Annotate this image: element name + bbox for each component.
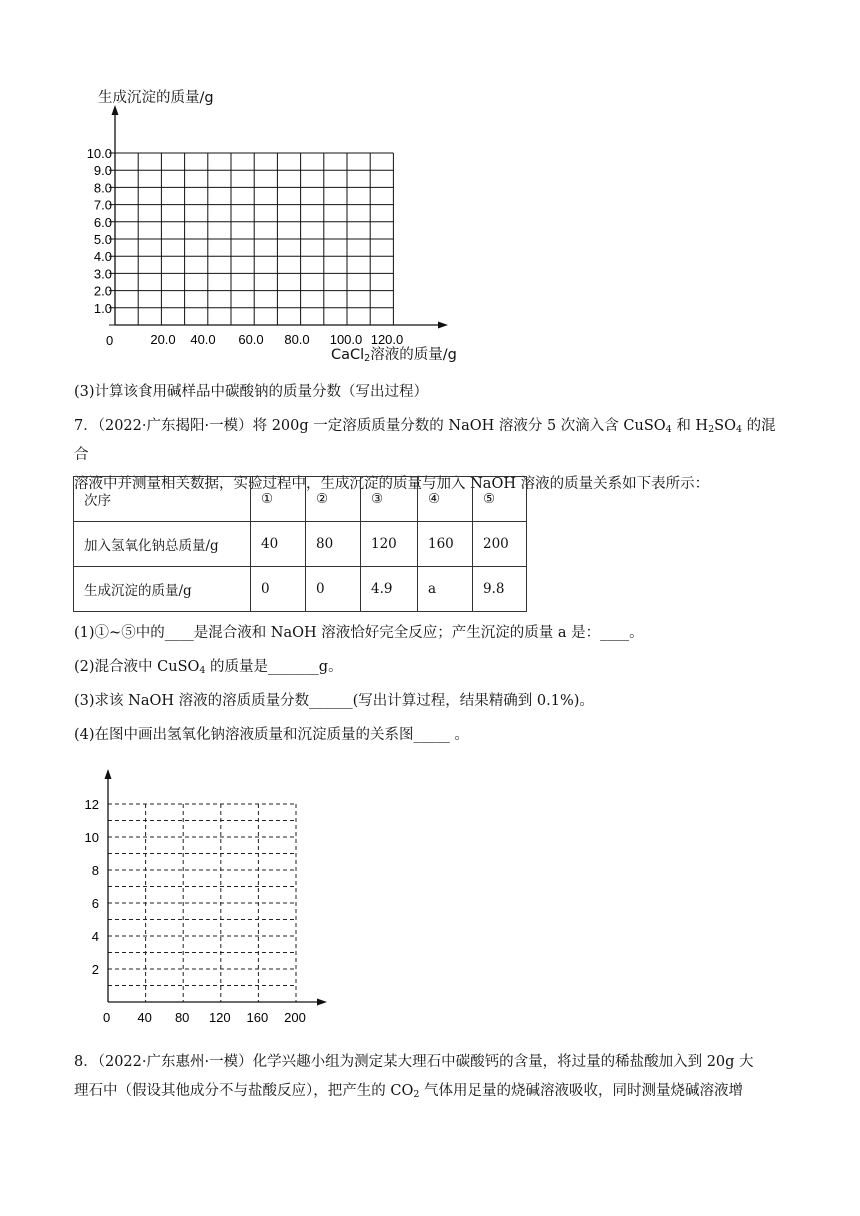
y-tick-label: 6 — [91, 896, 99, 911]
table-cell: 生成沉淀的质量/g — [74, 567, 251, 612]
graph-2-x-tick-labels — [137, 1010, 305, 1025]
table-cell: 40 — [251, 522, 306, 567]
table-cell: 0 — [251, 567, 306, 612]
y-tick-label: 10 — [85, 830, 99, 845]
y-tick-label: 8 — [91, 863, 99, 878]
graph-1-y-tick-labels — [87, 146, 112, 316]
y-tick-label: 4 — [91, 929, 99, 944]
table-cell: 120 — [361, 522, 418, 567]
table-cell: 0 — [306, 567, 361, 612]
y-tick-label: 9.0 — [93, 163, 112, 179]
table-cell: 加入氢氧化钠总质量/g — [74, 522, 251, 567]
graph-2-origin: 0 — [103, 1010, 111, 1025]
x-tick-label: 20.0 — [150, 332, 176, 347]
x-tick-label: 120.0 — [370, 332, 404, 347]
graph-1 — [70, 85, 490, 375]
graph-1-axes — [112, 105, 449, 329]
table-cell: ③ — [361, 477, 418, 522]
x-tick-label: 160 — [246, 1010, 269, 1025]
y-tick-label: 8.0 — [93, 180, 112, 196]
x-tick-label: 80 — [174, 1010, 190, 1025]
graph-2-y-tick-labels — [85, 797, 99, 977]
x-tick-label: 40.0 — [190, 332, 216, 347]
table-cell: ② — [306, 477, 361, 522]
table-row — [74, 522, 527, 567]
x-tick-label: 100.0 — [329, 332, 363, 347]
table-cell: 次序 — [74, 477, 251, 522]
q7-data-table — [73, 476, 527, 612]
table-cell: ④ — [418, 477, 473, 522]
y-tick-label: 6.0 — [93, 214, 112, 230]
table-cell: 4.9 — [361, 567, 418, 612]
table-cell: ⑤ — [473, 477, 527, 522]
y-tick-label: 5.0 — [93, 232, 112, 247]
table-cell: 160 — [418, 522, 473, 567]
graph-2-grid — [108, 804, 296, 1002]
x-tick-label: 80.0 — [284, 332, 310, 347]
y-tick-label: 2.0 — [93, 283, 112, 299]
graph-1-x-axis-label: CaCl$_2$溶液的质量/g — [331, 347, 457, 364]
q7-sub3: (3)求该 NaOH 溶液的溶质质量分数______(写出计算过程，结果精确到 0.1%)。 — [74, 693, 594, 709]
q8-text: 8．（2022·广东惠州·一模）化学兴趣小组为测定某大理石中碳酸钙的含量，将过量的稀盐酸加入到 20g 大 理石中（假设其他成分不与盐酸反应），把产生的 $CO_2$ 气体用足量的烧碱溶液吸收，同时测量烧碱溶液增 — [74, 1054, 754, 1100]
q7-intro: 7．（2022·广东揭阳·一模）将 200g 一定溶质质量分数的 NaOH 溶液分 5 次滴入含 CuSO$_4$ 和 $H_2SO_4$ 的混合 溶液中并测量相关数据，实验过程中，生成沉淀的质量与加入 NaOH 溶液的质量关系如下表所示： — [74, 418, 776, 492]
table-row — [74, 567, 527, 612]
graph-1-origin: 0 — [106, 333, 114, 348]
q7-sub4: (4)在图中画出氢氧化钠溶液质量和沉淀质量的关系图_____ 。 — [74, 727, 469, 743]
q7-sub1: (1)①~⑤中的____是混合液和 NaOH 溶液恰好完全反应；产生沉淀的质量 a 是：____。 — [74, 625, 644, 641]
q6-sub3: (3)计算该食用碱样品中碳酸钠的质量分数（写出过程） — [74, 384, 429, 400]
x-tick-label: 120 — [208, 1010, 231, 1025]
y-tick-label: 7.0 — [93, 197, 112, 213]
y-tick-label: 10.0 — [86, 146, 112, 161]
table-cell: 80 — [306, 522, 361, 567]
y-tick-label: 1.0 — [93, 300, 112, 316]
table-cell: 9.8 — [473, 567, 527, 612]
y-tick-label: 2 — [91, 962, 99, 977]
graph-2 — [85, 760, 345, 1030]
table-cell: 200 — [473, 522, 527, 567]
y-tick-label: 12 — [85, 797, 99, 812]
table-row — [74, 477, 527, 522]
graph-1-y-axis-label: 生成沉淀的质量/g — [98, 90, 214, 106]
q7-sub2: (2)混合液中 CuSO$_4$ 的质量是_______g。 — [74, 659, 343, 676]
x-tick-label: 60.0 — [238, 332, 264, 347]
table-cell: ① — [251, 477, 306, 522]
x-tick-label: 200 — [284, 1010, 306, 1025]
y-tick-label: 4.0 — [93, 249, 112, 265]
x-tick-label: 40 — [137, 1010, 152, 1025]
graph-1-grid — [109, 153, 393, 325]
y-tick-label: 3.0 — [93, 266, 112, 282]
table-cell: a — [418, 567, 473, 612]
